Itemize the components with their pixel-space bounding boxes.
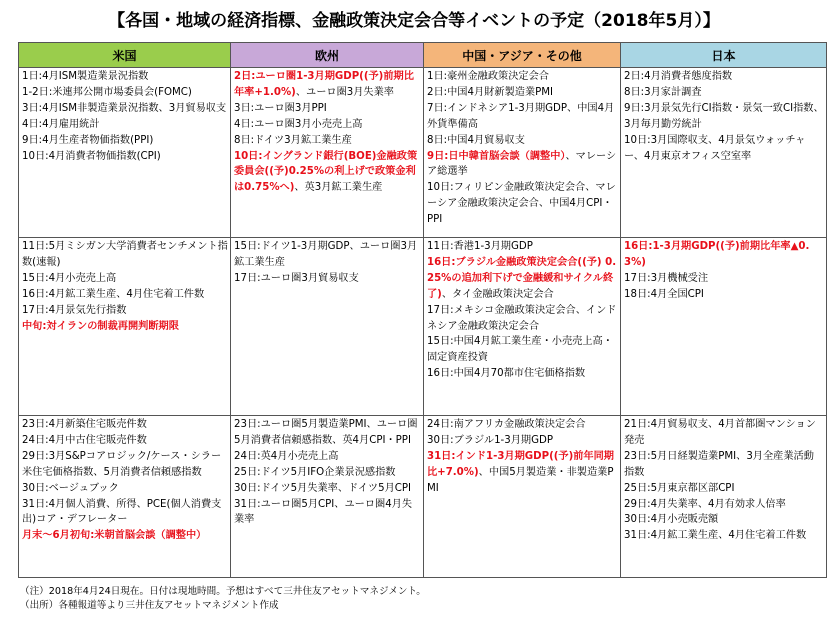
event-item: 29日:3月S&Pコアロジック/ケース・シラー米住宅価格指数、5月消費者信頼感指数 [22,450,222,478]
event-item: 4日:4月雇用統計 [22,118,100,130]
event-line [624,287,824,303]
event-line [22,287,228,303]
event-line [22,149,228,165]
event-item: 2日:中国4月財新製造業PMI [427,86,554,98]
event-item: 10日:フィリピン金融政策決定会合、マレーシア金融政策決定会合、中国4月CPI・PPI [427,182,616,226]
event-item: 23日:ユーロ圏5月製造業PMI、ユーロ圏5月消費者信頼感指数、英4月CPI・PPI [234,419,418,446]
event-item: 25日:ドイツ5月IFO企業景況感指数 [234,466,396,478]
event-item: 30日:ベージュブック [22,482,119,494]
schedule-cell-cn [424,416,621,578]
event-line [22,271,228,287]
event-line [624,133,824,165]
event-item: 15日:ドイツ1-3月期GDP、ユーロ圏3月鉱工業生産 [234,241,418,268]
event-item: 11日:5月ミシガン大学消費者センチメント指数(速報) [22,241,228,268]
schedule-cell-cn [424,238,621,416]
schedule-cell-jp [621,416,827,578]
event-line [427,101,618,133]
event-schedule-table [18,42,827,578]
page-title: 【各国・地域の経済指標、金融政策決定会合等イベントの予定（2018年5月）】 [108,11,720,31]
event-line [624,449,824,481]
column-header-jp: 日本 [621,43,827,68]
event-item: 1日:豪州金融政策決定会合 [427,71,549,82]
event-item: 16日:4月鉱工業生産、4月住宅着工件数 [22,288,205,300]
event-item: 1日:4月ISM製造業景況指数 [22,71,149,82]
event-item: 9日:3月景気先行CI指数・景気一致CI指数、3月毎月勤労統計 [624,102,824,130]
event-line [624,271,824,287]
event-line [234,417,421,449]
event-item: 17日:メキシコ金融政策決定会合、インドネシア金融政策決定会合 [427,304,617,332]
event-line [234,133,421,149]
event-line [22,481,228,497]
event-line [427,133,618,149]
event-line [624,101,824,133]
schedule-cell-us [19,68,231,238]
column-header-cn-asia: 中国・アジア・その他 [424,43,621,68]
event-item: 8日:3月家計調査 [624,86,702,98]
highlight-event: 16日:ブラジル金融政策決定会合((予) 0.25%の追加利下げで金融緩和サイクル終了) [427,256,617,300]
table-row [19,416,827,578]
event-line [427,255,618,303]
event-line [22,69,228,85]
table-body [19,68,827,578]
column-header-eu: 欧州 [231,43,424,68]
event-line [22,133,228,149]
event-item: 15日:4月小売売上高 [22,272,117,284]
event-item: 31日:4月鉱工業生産、4月住宅着工件数 [624,530,807,542]
schedule-cell-eu [231,68,424,238]
event-item: 17日:4月景気先行指数 [22,304,127,316]
event-line [624,528,824,544]
event-item: 31日:ユーロ圏5月CPI、ユーロ圏4月失業率 [234,498,413,526]
event-item: 、マレーシア総選挙 [427,150,617,178]
event-item: 15日:中国4月鉱工業生産・小売売上高・固定資産投資 [427,336,613,364]
event-line [234,449,421,465]
event-line [427,239,618,255]
event-item: 24日:英4月小売売上高 [234,450,339,462]
event-line [22,449,228,481]
event-item: 24日:南アフリカ金融政策決定会合 [427,419,586,430]
event-line [22,528,228,544]
event-line [234,239,421,271]
event-item: 4日:ユーロ圏3月小売売上高 [234,118,363,130]
event-line [427,417,618,433]
event-item: 16日:中国4月70都市住宅価格指数 [427,368,586,380]
event-line [234,497,421,529]
event-item: 11日:香港1-3月期GDP [427,241,533,252]
event-line [234,481,421,497]
highlight-event: 中旬:対イランの制裁再開判断期限 [22,320,179,332]
event-item: 10日:4月消費者物価指数(CPI) [22,150,161,162]
event-item: 30日:ブラジル1-3月期GDP [427,434,553,446]
table-row [19,68,827,238]
event-item: 17日:3月機械受注 [624,272,709,284]
event-line [427,433,618,449]
event-line [22,433,228,449]
event-line [624,239,824,271]
event-line [22,319,228,335]
schedule-cell-us [19,416,231,578]
event-line [624,85,824,101]
highlight-event: 9日:日中韓首脳会談（調整中） [427,150,566,162]
event-item: 2日:4月消費者態度指数 [624,71,733,82]
event-item: 25日:5月東京都区部CPI [624,482,735,494]
event-line [22,239,228,271]
event-item: 10日:3月国際収支、4月景気ウォッチャー、4月東京オフィス空室率 [624,134,806,162]
event-line [234,271,421,287]
event-item: 3日:ユーロ圏3月PPI [234,102,327,114]
schedule-cell-us [19,238,231,416]
event-item: 、中国5月製造業・非製造業PMI [427,466,614,494]
event-line [427,69,618,85]
table-row [19,238,827,416]
event-item: 18日:4月全国CPI [624,288,704,300]
event-line [624,512,824,528]
event-item: 17日:ユーロ圏3月貿易収支 [234,272,359,284]
event-line [624,497,824,513]
event-line [427,449,618,497]
event-item: 8日:ドイツ3月鉱工業生産 [234,134,352,146]
event-line [427,149,618,181]
highlight-event: 10日:イングランド銀行(BOE)金融政策委員会((予)0.25%の利上げで政策金利は0.75%へ) [234,150,418,194]
event-item: 7日:インドネシア1-3月期GDP、中国4月外貨準備高 [427,102,615,130]
event-line [234,117,421,133]
highlight-event: 2日:ユーロ圏1-3月期GDP((予)前期比年率+1.0%) [234,71,414,98]
event-line [624,481,824,497]
event-line [234,465,421,481]
event-line [234,69,421,101]
schedule-cell-cn [424,68,621,238]
event-line [22,117,228,133]
event-line [234,149,421,197]
event-item: 31日:4月個人消費、所得、PCE(個人消費支出)コア・デフレーター [22,498,222,526]
event-line [427,303,618,335]
event-item: 21日:4月貿易収支、4月首都圏マンション発売 [624,419,816,446]
event-line [234,101,421,117]
schedule-cell-eu [231,416,424,578]
footnote-source: （出所）各種報道等より三井住友アセットマネジメント作成 [20,600,279,611]
event-item: 29日:4月失業率、4月有効求人倍率 [624,498,786,510]
event-item: 24日:4月中古住宅販売件数 [22,434,147,446]
event-line [427,180,618,228]
event-line [22,101,228,117]
event-line [427,334,618,366]
event-item: 、タイ金融政策決定会合 [441,288,554,300]
footnote-note: （注）2018年4月24日現在。日付は現地時間。予想はすべて三井住友アセットマネジメント。 [20,586,426,597]
event-item: 、英3月鉱工業生産 [294,182,383,194]
event-item: 3日:4月ISM非製造業景況指数、3月貿易収支 [22,102,227,114]
event-line [624,417,824,449]
column-header-us: 米国 [19,43,231,68]
event-item: 9日:4月生産者物価指数(PPI) [22,134,154,146]
event-item: 23日:5月日経製造業PMI、3月全産業活動指数 [624,450,814,478]
event-item: 、ユーロ圏3月失業率 [295,86,394,98]
table-header-row [19,43,827,68]
event-line [22,497,228,529]
event-line [427,85,618,101]
event-line [22,417,228,433]
event-item: 8日:中国4月貿易収支 [427,134,525,146]
highlight-event: 16日:1-3月期GDP((予)前期比年率▲0.3%) [624,241,810,268]
event-item: 23日:4月新築住宅販売件数 [22,419,147,430]
event-item: 1-2日:米連邦公開市場委員会(FOMC) [22,86,192,98]
highlight-event: 月末～6月初旬:米朝首脳会談（調整中） [22,530,207,542]
event-item: 30日:ドイツ5月失業率、ドイツ5月CPI [234,482,412,494]
event-item: 30日:4月小売販売額 [624,514,719,526]
event-line [22,85,228,101]
schedule-cell-jp [621,68,827,238]
event-line [624,69,824,85]
schedule-cell-jp [621,238,827,416]
event-line [427,366,618,382]
event-line [22,303,228,319]
schedule-cell-eu [231,238,424,416]
footnotes [20,585,426,613]
highlight-event: 31日:インド1-3月期GDP((予)前年同期比+7.0%) [427,450,614,478]
